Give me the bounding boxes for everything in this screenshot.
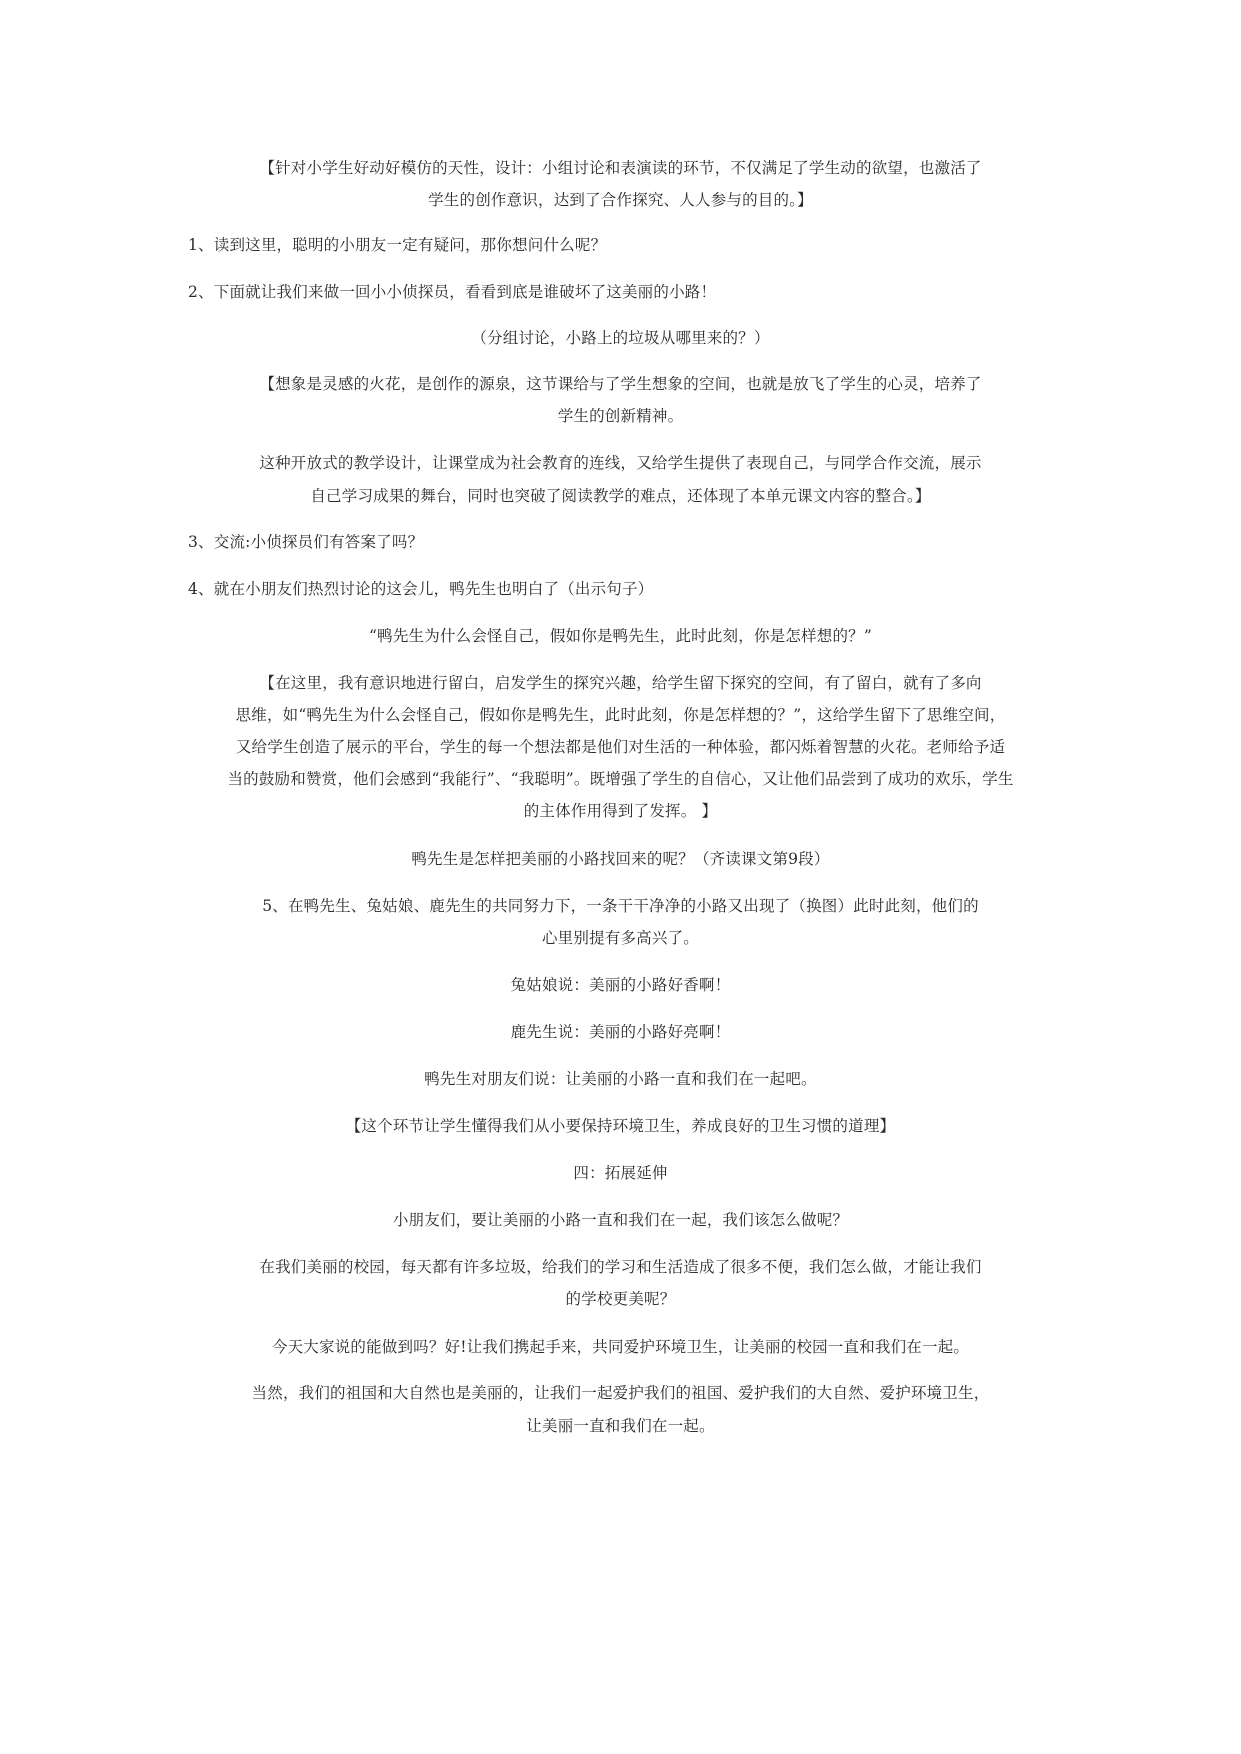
open-design-note-line: 自己学习成果的舞台，同时也突破了阅读教学的难点，还体现了本单元课文内容的整合。】 xyxy=(310,487,931,505)
step-5-text: 5、在鸭先生、兔姑娘、鹿先生的共同努力下，一条干干净净的小路又出现了（换图）此时此刻，他们的 xyxy=(262,897,979,915)
design-note-line: 【针对小学生好动好模仿的天性，设计：小组讨论和表演读的环节，不仅满足了学生动的欲望，也激活了 xyxy=(259,159,982,177)
campus-text-line: 在我们美丽的校园，每天都有许多垃圾，给我们的学习和生活造成了很多不便，我们怎么做，才能让我们 xyxy=(259,1258,982,1276)
design-note-line: 学生的创作意识，达到了合作探究、人人参与的目的。】 xyxy=(428,191,813,209)
campus-text-line: 的学校更美呢？ xyxy=(565,1290,676,1308)
imagination-note-line: 【想象是灵感的火花，是创作的源泉，这节课给与了学生想象的空间，也就是放飞了学生的心灵，培养了 xyxy=(259,375,982,393)
step-3-text: 3、交流:小侦探员们有答案了吗？ xyxy=(188,533,424,551)
hygiene-note: 【这个环节让学生懂得我们从小要保持环境卫生，养成良好的卫生习惯的道理】 xyxy=(345,1117,896,1135)
dialogue-duck: 鸭先生对朋友们说：让美丽的小路一直和我们在一起吧。 xyxy=(424,1070,817,1088)
reflection-note-line: 又给学生创造了展示的平台，学生的每一个想法都是他们对生活的一种体验，都闪烁着智慧的火花。老师给予适 xyxy=(235,738,1006,756)
step-1-text: 1、读到这里，聪明的小朋友一定有疑问，那你想问什么呢？ xyxy=(188,236,607,254)
dialogue-deer: 鹿先生说：美丽的小路好亮啊！ xyxy=(510,1023,731,1041)
reflection-note-line: 思维，如“鸭先生为什么会怪自己，假如你是鸭先生，此时此刻，你是怎样想的？”，这给学生留下了思维空间， xyxy=(235,706,1006,724)
step-5-text: 心里别提有多高兴了。 xyxy=(541,929,699,947)
reflection-note-line: 的主体作用得到了发挥。 】 xyxy=(523,802,718,820)
reflection-note-line: 【在这里，我有意识地进行留白，启发学生的探究兴趣，给学生留下探究的空间，有了留白，就有了多向 xyxy=(259,674,982,692)
group-discussion-text: （分组讨论，小路上的垃圾从哪里来的？） xyxy=(471,329,770,347)
imagination-note-line: 学生的创新精神。 xyxy=(557,407,684,425)
step-2-text: 2、下面就让我们来做一回小小侦探员，看看到底是谁破坏了这美丽的小路！ xyxy=(188,283,717,301)
section-heading: 四：拓展延伸 xyxy=(573,1164,668,1182)
closing-text-line: 当然，我们的祖国和大自然也是美丽的，让我们一起爱护我们的祖国、爱护我们的大自然、爱护环境卫生， xyxy=(251,1384,990,1402)
dialogue-rabbit: 兔姑娘说：美丽的小路好香啊！ xyxy=(510,976,731,994)
commitment-text: 今天大家说的能做到吗？好!让我们携起手来，共同爱护环境卫生，让美丽的校园一直和我们在一起。 xyxy=(271,1338,970,1356)
closing-text-line: 让美丽一直和我们在一起。 xyxy=(526,1417,715,1435)
read-aloud-prompt: 鸭先生是怎样把美丽的小路找回来的呢？（齐读课文第9段） xyxy=(411,850,830,868)
open-design-note-line: 这种开放式的教学设计，让课堂成为社会教育的连线，又给学生提供了表现自己，与同学合作交流，展示 xyxy=(259,454,982,472)
step-4-text: 4、就在小朋友们热烈讨论的这会儿，鸭先生也明白了（出示句子） xyxy=(188,580,654,598)
quoted-question: “鸭先生为什么会怪自己，假如你是鸭先生，此时此刻，你是怎样想的？” xyxy=(369,627,872,645)
extension-question: 小朋友们，要让美丽的小路一直和我们在一起，我们该怎么做呢？ xyxy=(392,1211,849,1229)
reflection-note-line: 当的鼓励和赞赏，他们会感到“我能行”、“我聪明”。既增强了学生的自信心，又让他们品尝到了成功的欢乐，学生 xyxy=(227,770,1014,788)
